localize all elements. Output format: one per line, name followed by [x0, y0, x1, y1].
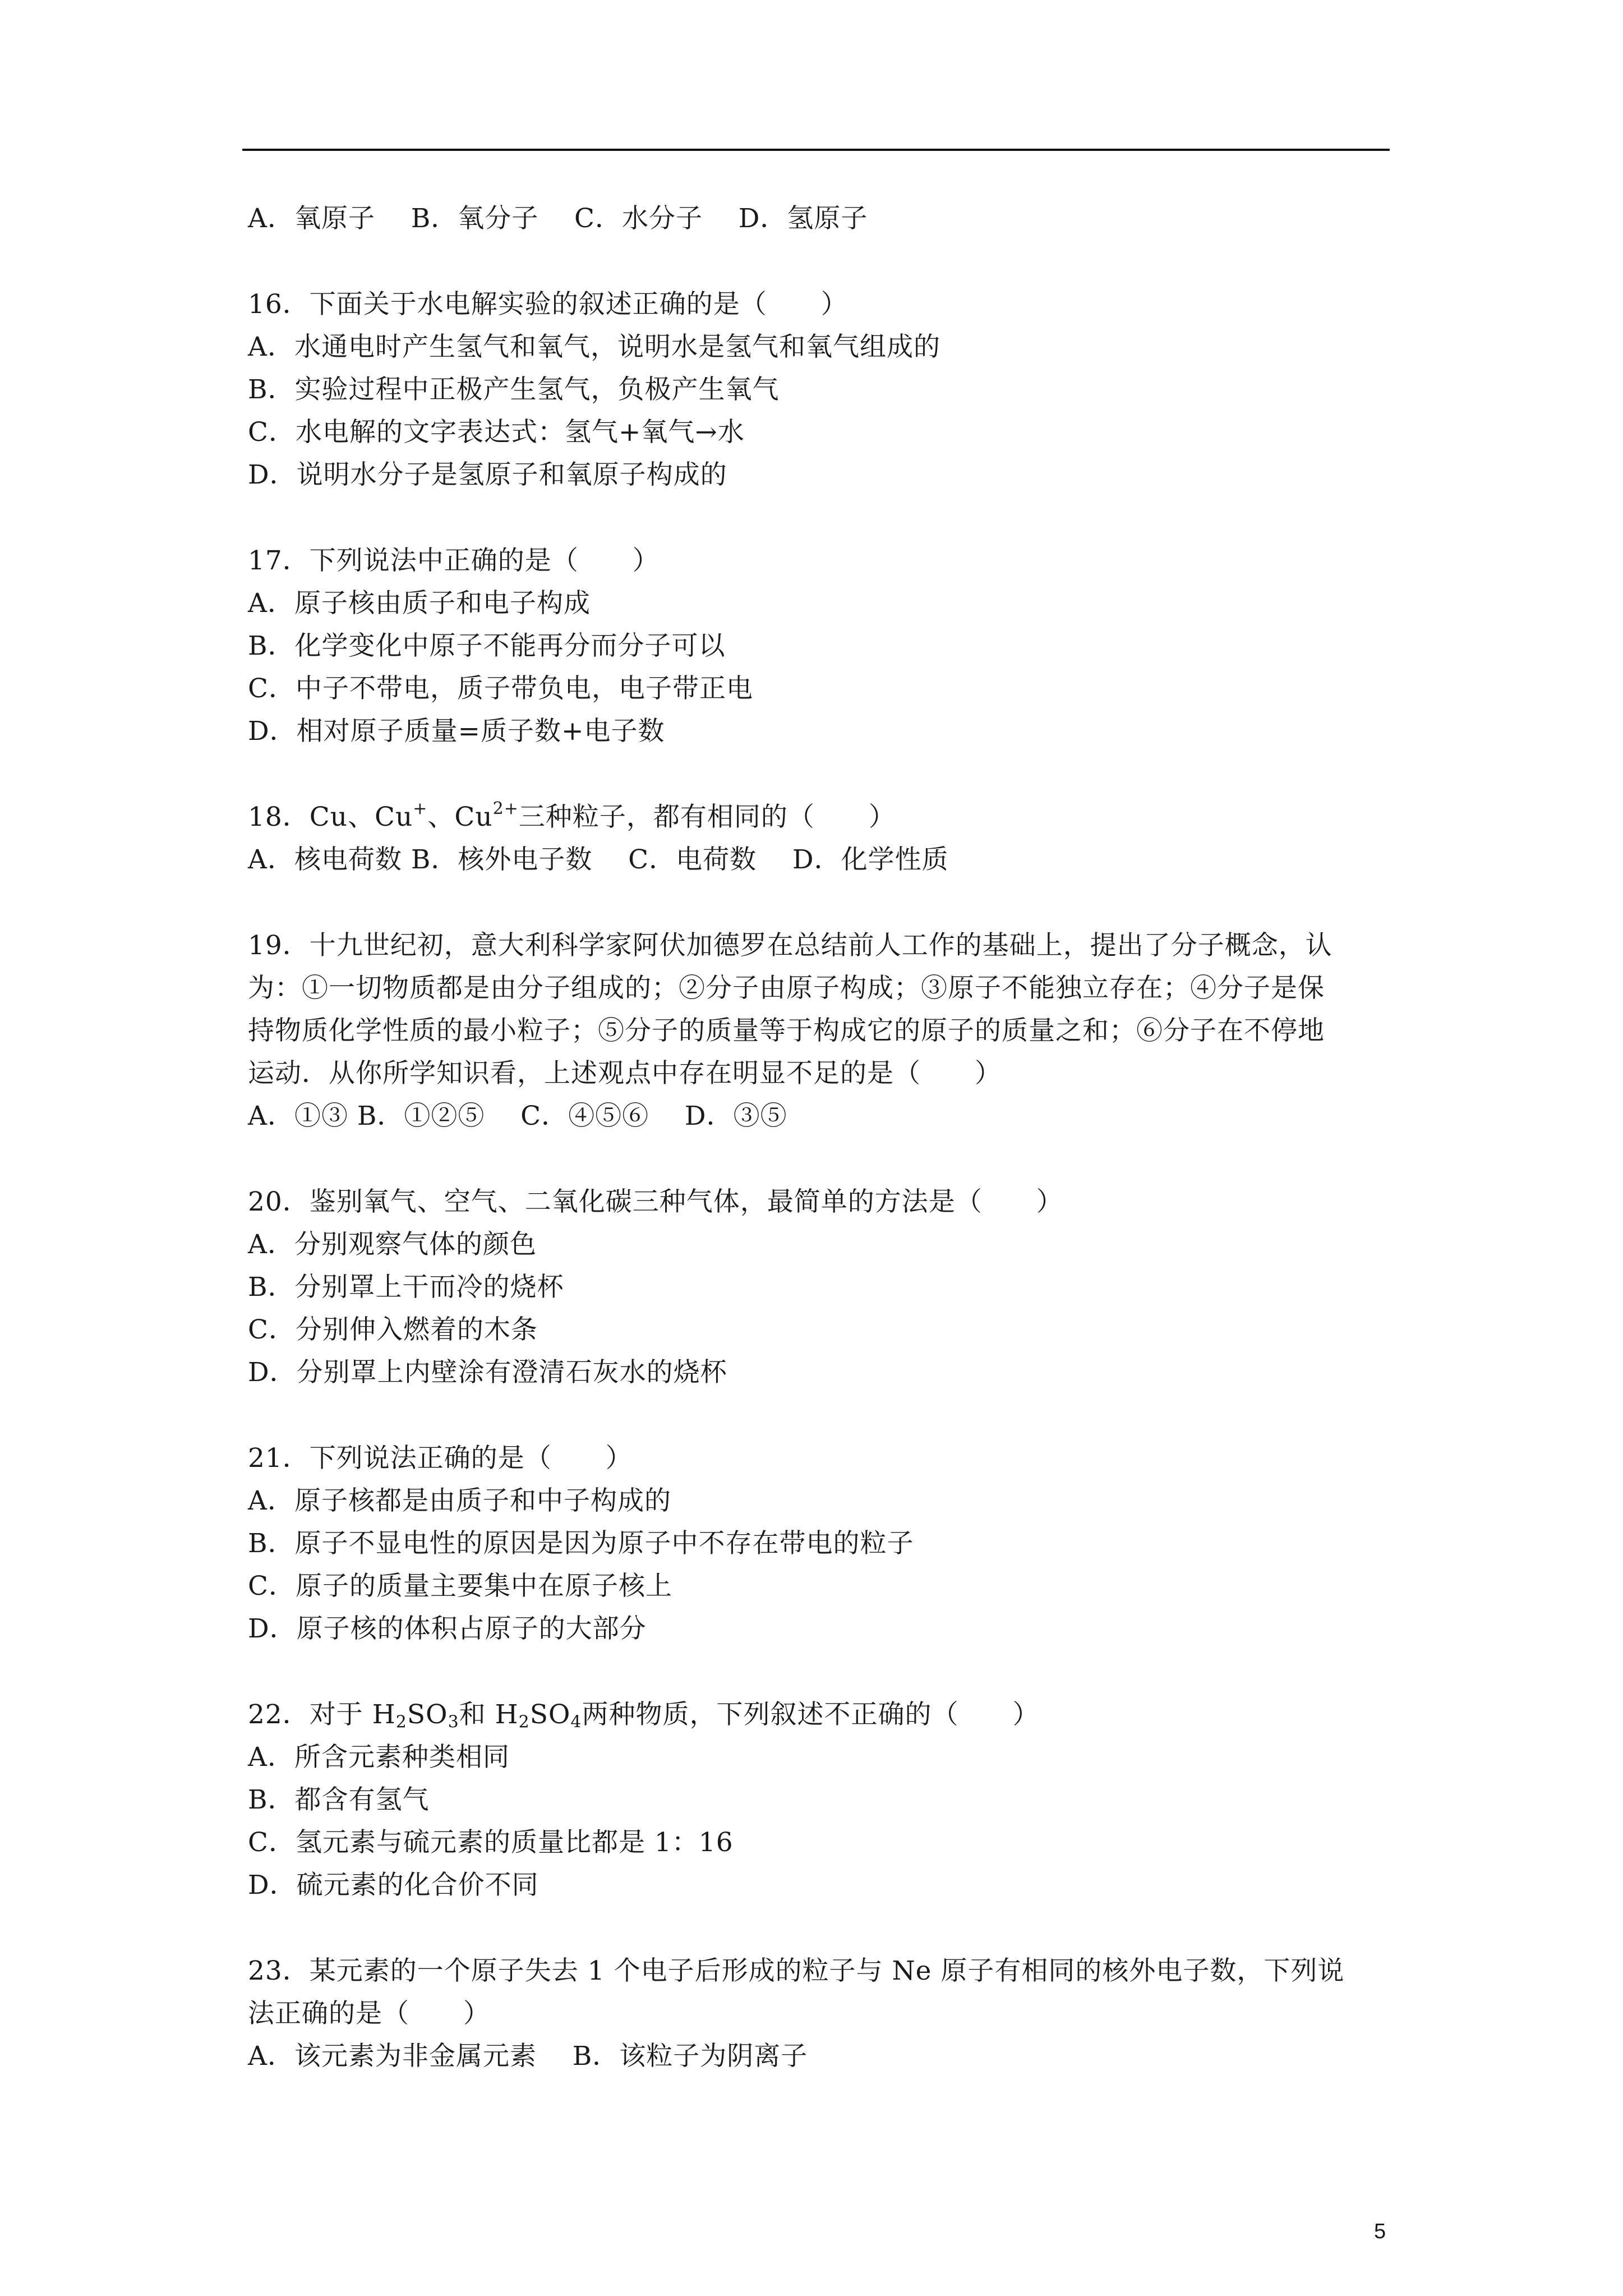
- q22-mid-1: SO: [407, 1699, 448, 1730]
- q16-option-c: C．水电解的文字表达式：氢气+氧气→水: [248, 417, 745, 448]
- q17-option-c: C．中子不带电，质子带负电，电子带正电: [248, 673, 753, 704]
- q19-line-1: 19．十九世纪初，意大利科学家阿伏加德罗在总结前人工作的基础上，提出了分子概念，认: [248, 930, 1332, 961]
- q23-line-2: 法正确的是（ ）: [248, 1998, 490, 2029]
- q16-stem: 16．下面关于水电解实验的叙述正确的是（ ）: [248, 289, 848, 320]
- q21-option-a: A．原子核都是由质子和中子构成的: [248, 1485, 671, 1516]
- q17-option-b: B．化学变化中原子不能再分而分子可以: [248, 631, 726, 661]
- q22-option-b: B．都含有氢气: [248, 1784, 430, 1815]
- q20-option-a: A．分别观察气体的颜色: [248, 1229, 537, 1260]
- q18-stem-mid: 、Cu: [427, 802, 493, 832]
- q19-line-4: 运动．从你所学知识看，上述观点中存在明显不足的是（ ）: [248, 1058, 1002, 1089]
- q18-options: A．核电荷数 B．核外电子数 C．电荷数 D．化学性质: [248, 844, 949, 875]
- q22-sub-4: 4: [570, 1712, 582, 1732]
- q22-mid-3: SO: [529, 1699, 571, 1730]
- q22-stem-prefix: 22．对于 H: [248, 1699, 396, 1730]
- q20-option-c: C．分别伸入燃着的木条: [248, 1314, 538, 1345]
- q22-sub-2: 3: [448, 1712, 459, 1732]
- q19-options: A．①③ B．①②⑤ C．④⑤⑥ D．③⑤: [248, 1101, 787, 1131]
- page-number: 5: [1374, 2220, 1386, 2243]
- q19-line-2: 为：①一切物质都是由分子组成的；②分子由原子构成；③原子不能独立存在；④分子是保: [248, 973, 1325, 1004]
- q18-stem: [248, 800, 896, 834]
- q17-stem: 17．下列说法中正确的是（ ）: [248, 545, 660, 576]
- q22-sub-3: 2: [518, 1712, 530, 1732]
- q20-option-b: B．分别罩上干而冷的烧杯: [248, 1272, 564, 1303]
- q16-option-a: A．水通电时产生氢气和氧气，说明水是氢气和氧气组成的: [248, 332, 940, 362]
- q18-charge-2: 2+: [492, 799, 519, 818]
- q20-stem: 20．鉴别氧气、空气、二氧化碳三种气体，最简单的方法是（ ）: [248, 1186, 1063, 1217]
- q15-options: A．氧原子 B．氧分子 C．水分子 D．氢原子: [248, 203, 868, 234]
- q22-stem-suffix: 两种物质，下列叙述不正确的（ ）: [582, 1699, 1040, 1730]
- q17-option-a: A．原子核由质子和电子构成: [248, 588, 591, 619]
- q18-stem-prefix: 18．Cu、Cu: [248, 802, 413, 832]
- header-rule: [242, 149, 1390, 151]
- q18-stem-suffix: 三种粒子，都有相同的（ ）: [518, 802, 896, 832]
- q21-option-d: D．原子核的体积占原子的大部分: [248, 1613, 647, 1644]
- q16-option-d: D．说明水分子是氢原子和氧原子构成的: [248, 459, 727, 490]
- q18-charge-1: +: [413, 799, 428, 818]
- q22-option-c: C．氢元素与硫元素的质量比都是 1：16: [248, 1827, 734, 1858]
- q21-option-b: B．原子不显电性的原因是因为原子中不存在带电的粒子: [248, 1528, 914, 1559]
- q23-line-1: 23．某元素的一个原子失去 1 个电子后形成的粒子与 Ne 原子有相同的核外电子数，下列说: [248, 1955, 1345, 1986]
- q21-option-c: C．原子的质量主要集中在原子核上: [248, 1571, 672, 1602]
- q22-stem: [248, 1698, 1040, 1732]
- q22-mid-2: 和 H: [459, 1699, 519, 1730]
- q20-option-d: D．分别罩上内壁涂有澄清石灰水的烧杯: [248, 1357, 727, 1388]
- q22-option-a: A．所含元素种类相同: [248, 1742, 510, 1773]
- q16-option-b: B．实验过程中正极产生氢气，负极产生氧气: [248, 374, 780, 405]
- q22-option-d: D．硫元素的化合价不同: [248, 1870, 539, 1901]
- q21-stem: 21．下列说法正确的是（ ）: [248, 1443, 633, 1474]
- q17-option-d: D．相对原子质量=质子数+电子数: [248, 716, 665, 747]
- q23-options: A．该元素为非金属元素 B．该粒子为阴离子: [248, 2041, 808, 2072]
- q19-line-3: 持物质化学性质的最小粒子；⑤分子的质量等于构成它的原子的质量之和；⑥分子在不停地: [248, 1015, 1325, 1046]
- q22-sub-1: 2: [395, 1712, 407, 1732]
